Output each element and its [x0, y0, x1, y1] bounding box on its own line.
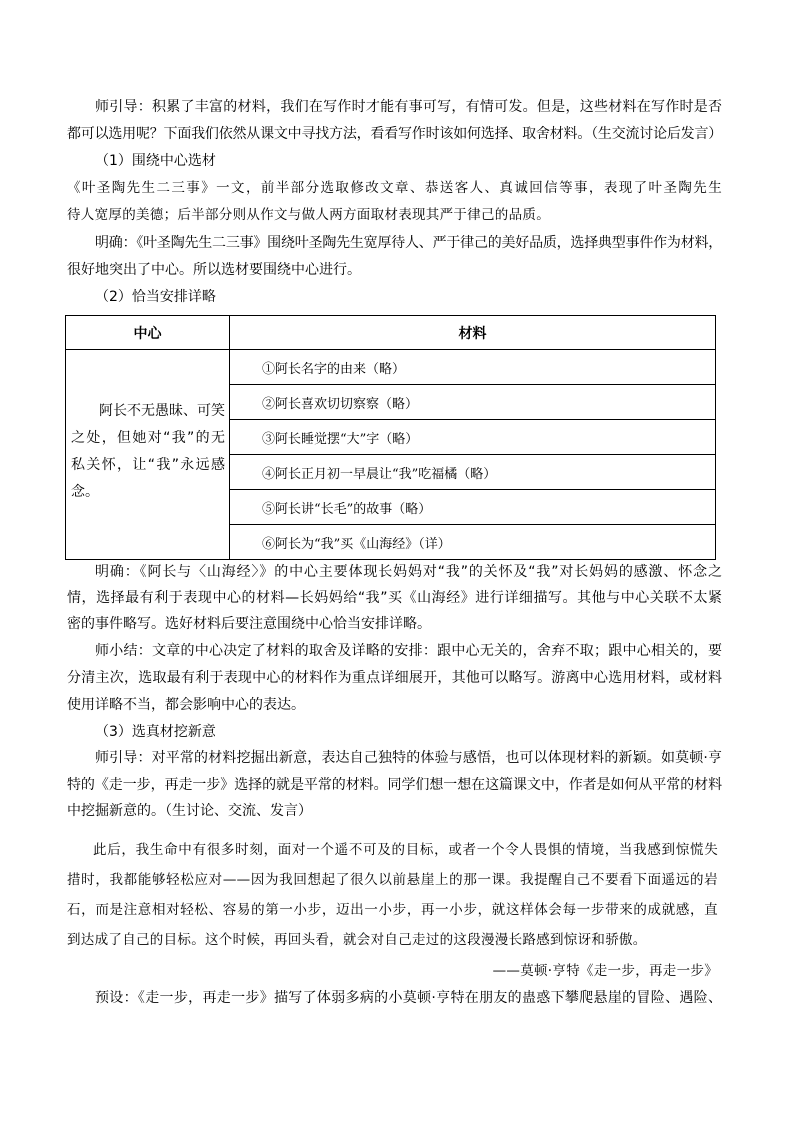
preset-line: 预设：《走一步，再走一步》描写了体弱多病的小莫顿·亨特在朋友的蛊惑下攀爬悬崖的冒险、遇险、	[95, 990, 722, 1006]
clarify-line: 密的事件略写。选好材料后要注意围绕中心恰当安排详略。	[67, 616, 431, 632]
clarify-line: 明确：《叶圣陶先生二三事》围绕叶圣陶先生宽厚待人、严于律己的美好品质，选择典型事件作为材料，	[95, 235, 722, 251]
guide-line: 特的《走一步，再走一步》选择的就是平常的材料。同学们想一想在这篇课文中，作者是如何从平常的材料	[67, 777, 722, 793]
table-header-material: 材料	[230, 316, 716, 350]
guide-line: 中挖掘新意的。（生讨论、交流、发言）	[67, 803, 312, 819]
material-cell: ③阿长睡觉摆“大”字（略）	[230, 420, 716, 455]
section-heading-2: （2）恰当安排详略	[95, 289, 216, 305]
summary-line: 使用详略不当，都会影响中心的表达。	[67, 697, 305, 713]
center-cell-line: 之处，但她对“我”的无	[71, 429, 225, 446]
table-row	[66, 350, 716, 385]
section-heading-1: （1）围绕中心选材	[95, 153, 216, 169]
summary-line: 师小结：文章的中心决定了材料的取舍及详略的安排：跟中心无关的，舍弃不取；跟中心相关的，要	[95, 643, 722, 659]
material-cell: ④阿长正月初一早晨让“我”吃福橘（略）	[230, 455, 716, 490]
intro-line: 师引导：积累了丰富的材料，我们在写作时才能有事可写，有情可发。但是，这些材料在写作时是否	[95, 99, 722, 115]
quote-line: 此后，我生命中有很多时刻，面对一个遥不可及的目标，或者一个令人畏惧的情境，当我感到惊慌失	[93, 842, 718, 858]
table-header-row	[66, 316, 716, 350]
center-cell-line: 念。	[71, 483, 99, 500]
material-cell: ②阿长喜欢切切察察（略）	[230, 385, 716, 420]
summary-line: 分清主次，选取最有利于表现中心的材料作为重点详细展开，其他可以略写。游离中心选用材料，或材料	[67, 670, 722, 686]
material-cell: ①阿长名字的由来（略）	[230, 350, 716, 385]
detail-arrangement-table	[65, 315, 716, 560]
material-cell: ⑤阿长讲“长毛”的故事（略）	[230, 490, 716, 525]
quote-line: 到达成了自己的目标。这个时候，再回头看，就会对自己走过的这段漫漫长路感到惊讶和骄傲。	[67, 932, 647, 948]
table-center-cell	[66, 350, 230, 560]
clarify-line: 很好地突出了中心。所以选材要围绕中心进行。	[67, 262, 361, 278]
example-excerpt-line: 《叶圣陶先生二三事》一文，前半部分选取修改文章、恭送客人、真诚回信等事，表现了叶圣陶先生	[67, 180, 722, 196]
table-header-center: 中心	[66, 316, 230, 350]
quote-line: 措时，我都能够轻松应对——因为我回想起了很久以前悬崖上的那一课。我提醒自己不要看下面遥远的岩	[67, 872, 718, 888]
clarify-line: 情，选择最有利于表现中心的材料—长妈妈给“我”买《山海经》进行详细描写。其他与中心关联不太紧	[67, 590, 722, 606]
center-cell-line: 私关怀，让“我”永远感	[71, 456, 225, 473]
quote-source: ——莫顿·亨特《走一步，再走一步》	[492, 963, 718, 979]
center-cell-line: 阿长不无愚昧、可笑	[99, 402, 225, 419]
clarify-line: 明确：《阿长与〈山海经〉》的中心主要体现长妈妈对“我”的关怀及“我”对长妈妈的感激、怀念之	[95, 564, 722, 580]
intro-line: 都可以选用呢？下面我们依然从课文中寻找方法，看看写作时该如何选择、取舍材料。（生交流讨论后发言）	[67, 126, 722, 142]
section-heading-3: （3）选真材挖新意	[95, 724, 216, 740]
quote-line: 石，而是注意相对轻松、容易的第一小步，迈出一小步，再一小步，就这样体会每一步带来的成就感，直	[67, 902, 718, 918]
material-cell: ⑥阿长为“我”买《山海经》（详）	[230, 525, 716, 560]
example-excerpt-line: 待人宽厚的美德；后半部分则从作文与做人两方面取材表现其严于律己的品质。	[67, 207, 550, 223]
guide-line: 师引导：对平常的材料挖掘出新意，表达自己独特的体验与感悟，也可以体现材料的新颖。如莫顿·亨	[95, 750, 722, 766]
